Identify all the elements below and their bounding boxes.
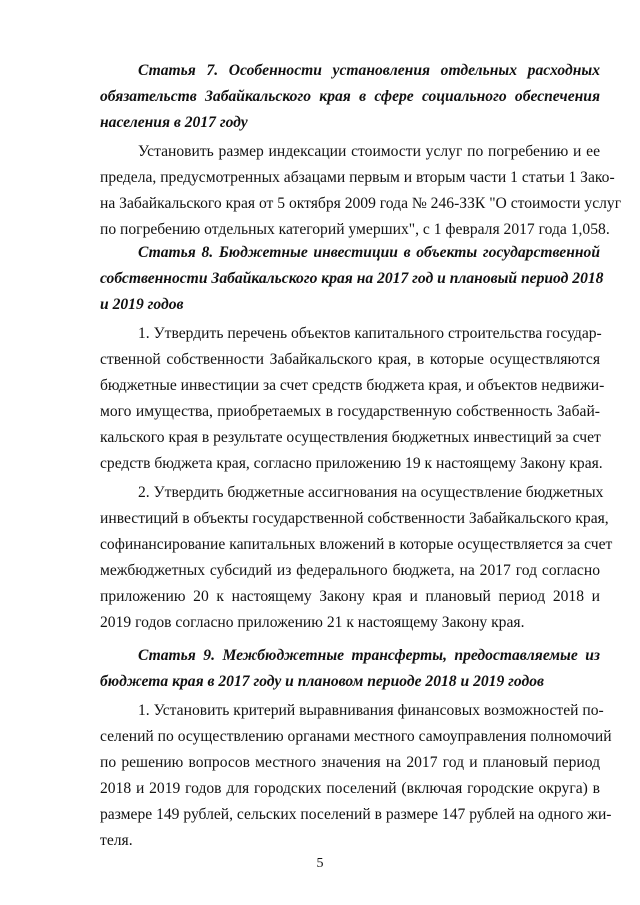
paragraph-line: теля. bbox=[100, 832, 133, 849]
heading-line: и 2019 годов bbox=[100, 296, 184, 313]
article-8-heading bbox=[100, 240, 604, 318]
paragraph-line: 2. Утвердить бюджетные ассигнования на осуществление бюджетных bbox=[138, 484, 604, 501]
heading-line: Статья 8. Бюджетные инвестиции в объекты государственной bbox=[138, 244, 600, 261]
paragraph-line: межбюджетных субсидий из федерального бюджета, на 2017 год согласно bbox=[100, 562, 600, 579]
paragraph-line: 1. Утвердить перечень объектов капитального строительства государ- bbox=[138, 325, 602, 342]
heading-line: Статья 9. Межбюджетные трансферты, предоставляемые из bbox=[138, 647, 600, 664]
paragraph-line: на Забайкальского края от 5 октября 2009 года № 246-ЗЗК "О стоимости услуг bbox=[100, 195, 622, 212]
article-9-heading bbox=[100, 643, 600, 695]
heading-line: обязательств Забайкальского края в сфере социального обеспечения bbox=[100, 88, 600, 105]
paragraph-line: 2018 и 2019 годов для городских поселений (включая городские округа) в bbox=[100, 780, 600, 797]
paragraph-line: по погребению отдельных категорий умерших", с 1 февраля 2017 года 1,058. bbox=[100, 221, 610, 238]
paragraph-line: софинансирование капитальных вложений в которые осуществляется за счет bbox=[100, 536, 613, 553]
paragraph-line: средств бюджета края, согласно приложению 19 к настоящему Закону края. bbox=[100, 455, 603, 472]
paragraph-line: предела, предусмотренных абзацами первым и вторым части 1 статьи 1 Зако- bbox=[100, 169, 615, 186]
paragraph-line: ственной собственности Забайкальского края, в которые осуществляются bbox=[100, 351, 600, 368]
heading-line: населения в 2017 году bbox=[100, 114, 248, 131]
paragraph-line: инвестиций в объекты государственной собственности Забайкальского края, bbox=[100, 510, 609, 527]
heading-line: бюджета края в 2017 году и плановом периоде 2018 и 2019 годов bbox=[100, 673, 545, 690]
paragraph-line: кальского края в результате осуществления бюджетных инвестиций за счет bbox=[100, 429, 601, 446]
paragraph-line: по решению вопросов местного значения на 2017 год и плановый период bbox=[100, 754, 600, 771]
paragraph-line: размере 149 рублей, сельских поселений в размере 147 рублей на одного жи- bbox=[100, 806, 612, 823]
heading-line: Статья 7. Особенности установления отдельных расходных bbox=[138, 62, 600, 79]
article-7-heading bbox=[100, 58, 600, 136]
heading-line: собственности Забайкальского края на 2017 год и плановый период 2018 bbox=[100, 270, 604, 287]
paragraph-line: мого имущества, приобретаемых в государственную собственность Забай- bbox=[100, 403, 600, 420]
paragraph-line: бюджетные инвестиции за счет средств бюджета края, и объектов недвижи- bbox=[100, 377, 605, 394]
paragraph-line: Установить размер индексации стоимости услуг по погребению и ее bbox=[138, 143, 600, 160]
page-number: 5 bbox=[316, 856, 324, 871]
paragraph-line: 1. Установить критерий выравнивания финансовых возможностей по- bbox=[138, 702, 604, 719]
paragraph-line: приложению 20 к настоящему Закону края и плановый период 2018 и bbox=[100, 588, 600, 605]
paragraph-line: селений по осуществлению органами местного самоуправления полномочий bbox=[100, 728, 612, 745]
paragraph-line: 2019 годов согласно приложению 21 к настоящему Закону края. bbox=[100, 614, 525, 631]
